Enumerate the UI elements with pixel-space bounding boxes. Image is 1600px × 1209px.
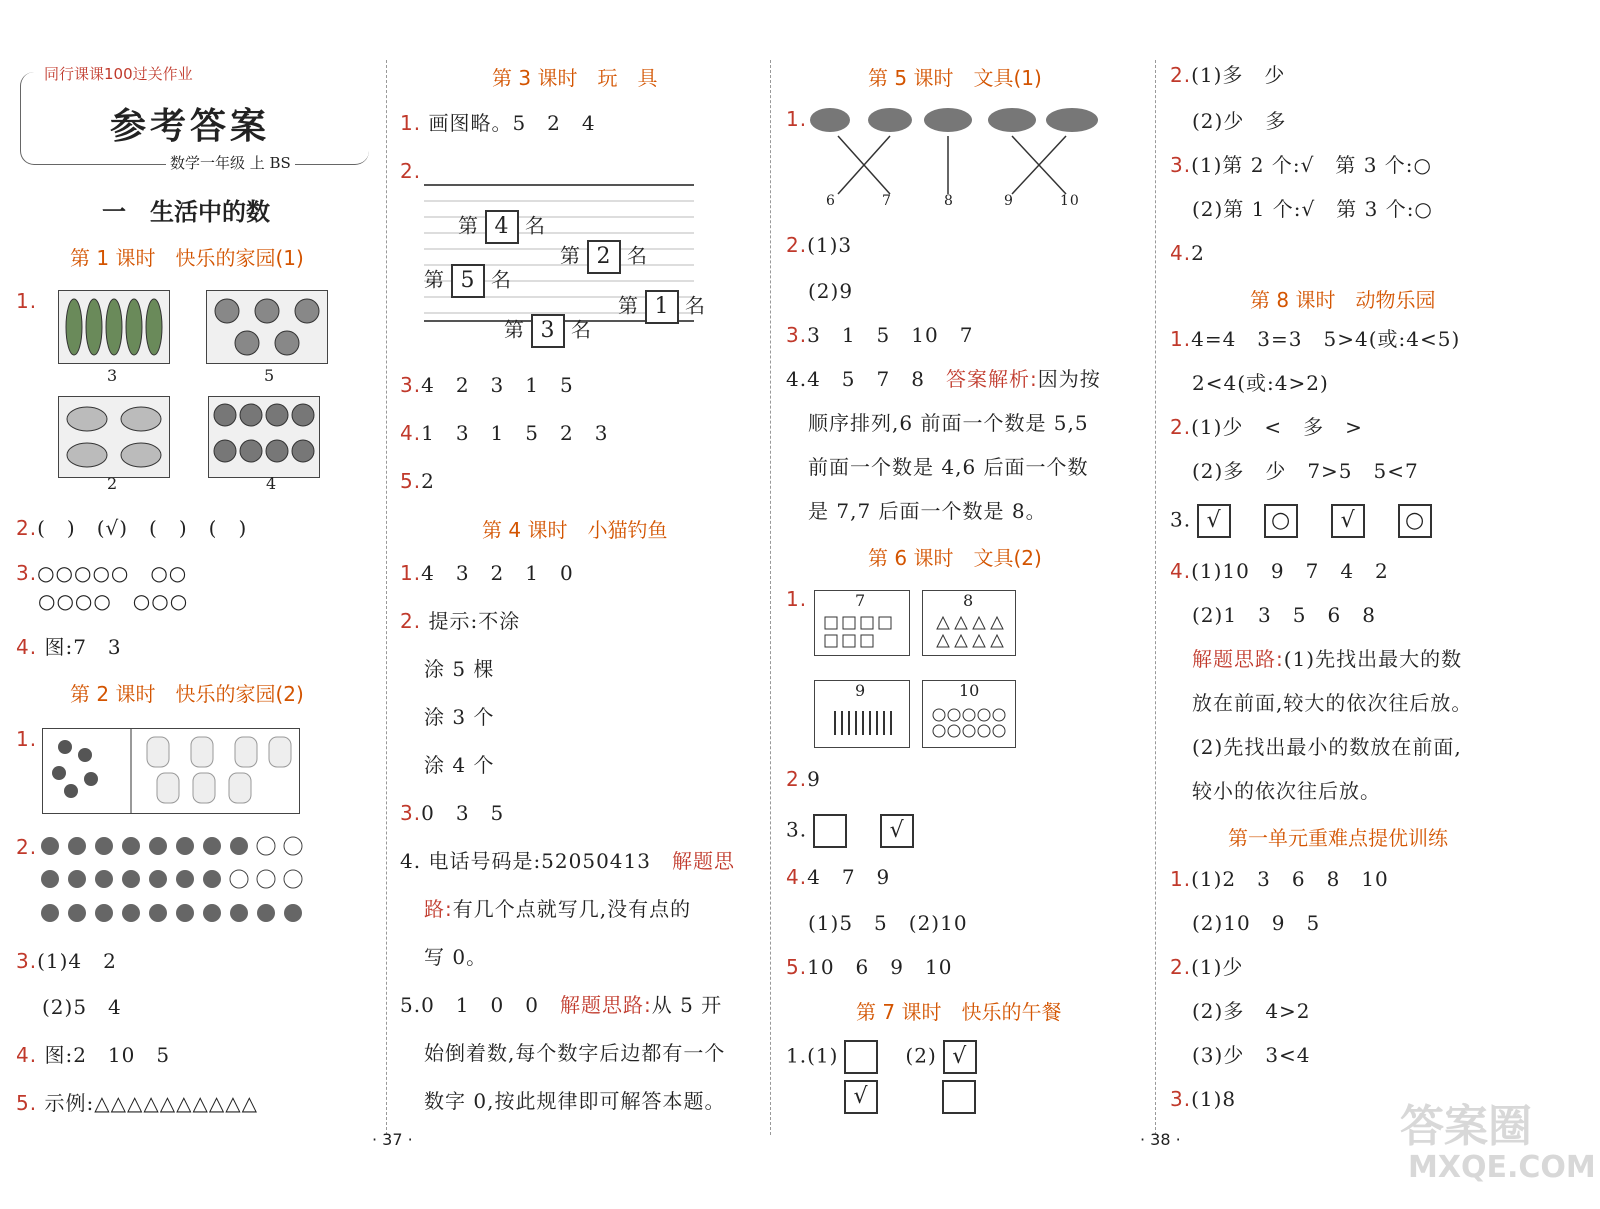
column-divider <box>386 60 387 1135</box>
l8-q4b: (2)1 3 5 6 8 <box>1192 603 1376 627</box>
l8-hint-line3: (2)先找出最小的数放在前面, <box>1192 735 1462 759</box>
l4-q5-text: 5.0 1 0 0 <box>400 993 539 1017</box>
l8-box-1: √ <box>1197 504 1231 538</box>
c4-q4: 4.2 <box>1170 241 1205 265</box>
l6-q3-box-2: √ <box>880 814 914 848</box>
question-number: 1. <box>786 587 808 611</box>
rank-prefix: 第 <box>618 293 639 318</box>
rank-prefix: 第 <box>504 317 525 342</box>
l8-q1: 1.4=4 3=3 5>4(或:4<5) <box>1170 327 1461 351</box>
l4-q2: 2. 提示:不涂 <box>400 609 521 633</box>
rank-box: 4 <box>485 210 519 244</box>
r-q1a: 1.(1)2 3 6 8 10 <box>1170 867 1389 891</box>
lesson-8-title: 第 8 课时 动物乐园 <box>1250 288 1436 312</box>
rank-suffix: 名 <box>525 213 546 238</box>
l4-q4-line2 <box>424 896 691 922</box>
question-number: 2. <box>400 609 422 633</box>
card-7-number: 7 <box>855 591 866 610</box>
card-7 <box>814 590 910 656</box>
question-number: 5. <box>16 1091 38 1115</box>
r-q1b: (2)10 9 5 <box>1192 911 1321 935</box>
l5-q4-text: 4.4 5 7 8 <box>786 367 925 391</box>
l5-q3: 3.3 1 5 10 7 <box>786 323 974 347</box>
rank-box: 3 <box>531 314 565 348</box>
column-3 <box>786 50 1158 1140</box>
question-number: 2. <box>1170 63 1192 87</box>
card-9 <box>814 680 910 748</box>
fish-10: 10 <box>1060 193 1080 209</box>
column-1 <box>12 50 380 1140</box>
l8-q3 <box>1170 504 1438 538</box>
l8-q2a: 2.(1)少 < 多 > <box>1170 415 1363 439</box>
l5-q2a: 2.(1)3 <box>786 233 853 257</box>
rank-box: 5 <box>451 264 485 298</box>
question-number: 3. <box>1170 1087 1192 1111</box>
l8-q2b: (2)多 少 7>5 5<7 <box>1192 459 1419 483</box>
l1-q3a: 3.○○○○○ ○○ <box>16 561 188 585</box>
question-number: 4. <box>16 1043 38 1067</box>
l7-q1b: (2) <box>905 1043 937 1068</box>
question-number: 1. <box>786 107 808 131</box>
pic-label-1: 3 <box>107 366 118 385</box>
l7-box-4 <box>942 1080 976 1114</box>
question-number: 2. <box>786 233 808 257</box>
l3-q5: 5.2 <box>400 469 435 493</box>
r-q2c: (3)少 3<4 <box>1192 1043 1311 1067</box>
lesson-4-title: 第 4 课时 小猫钓鱼 <box>482 518 668 542</box>
cucumber-picture <box>58 290 170 364</box>
question-number: 2. <box>16 835 38 859</box>
l8-q4a: 4.(1)10 9 7 4 2 <box>1170 559 1389 583</box>
card-8 <box>922 590 1016 656</box>
r-q2a: 2.(1)少 <box>1170 955 1244 979</box>
l4-q1: 1.4 3 2 1 0 <box>400 561 574 585</box>
question-number: 5. <box>786 955 808 979</box>
lesson-3-title: 第 3 课时 玩 具 <box>492 66 658 90</box>
question-number: 5. <box>400 469 422 493</box>
rank-5 <box>424 264 512 298</box>
l1-q3b: ○○○○ ○○○ <box>38 589 189 613</box>
question-number: 3. <box>1170 153 1192 177</box>
question-number: 2. <box>1170 955 1192 979</box>
fish-9: 9 <box>1004 193 1014 209</box>
l5-q4-line3: 前面一个数是 4,6 后面一个数 <box>808 455 1089 479</box>
l8-hint-line4: 较小的依次往后放。 <box>1192 779 1381 803</box>
l6-q4b: (1)5 5 (2)10 <box>808 911 968 935</box>
question-number: 1. <box>1170 867 1192 891</box>
question-number: 3. <box>16 561 38 585</box>
l6-q5: 5.10 6 9 10 <box>786 955 953 979</box>
l7-box-2: √ <box>943 1040 977 1074</box>
l4-q5-text-b: 从 5 开 <box>651 993 723 1017</box>
l8-hint-text: (1)先找出最大的数 <box>1283 647 1463 671</box>
l8-box-2: ○ <box>1264 504 1298 538</box>
rank-3 <box>504 314 592 348</box>
question-number: 4. <box>1170 241 1192 265</box>
l7-q1 <box>786 1040 983 1074</box>
question-number: 4. <box>1170 559 1192 583</box>
card-8-number: 8 <box>963 591 974 610</box>
l3-q1: 1. 画图略。5 2 4 <box>400 111 596 135</box>
l6-q1-label <box>786 586 807 612</box>
l4-q5 <box>400 992 722 1018</box>
lesson-2-title: 第 2 课时 快乐的家园(2) <box>70 682 304 706</box>
question-number: 1. <box>1170 327 1192 351</box>
l4-q3: 3.0 3 5 <box>400 801 505 825</box>
watermark-url: MXQE.COM <box>1408 1150 1596 1185</box>
card-10 <box>922 680 1016 748</box>
pic-label-3: 2 <box>107 474 118 493</box>
l8-box-3: √ <box>1331 504 1365 538</box>
l4-q4-hint2: 路: <box>424 897 453 921</box>
c4-q2a: 2.(1)多 少 <box>1170 63 1286 87</box>
rank-box: 1 <box>645 290 679 324</box>
l8-box-4: ○ <box>1398 504 1432 538</box>
l4-q5-line3: 数字 0,按此规律即可解答本题。 <box>424 1089 726 1113</box>
page-subtitle: 数学一年级 上 BS <box>166 152 295 173</box>
l4-q4-text2: 有几个点就写几,没有点的 <box>452 897 692 921</box>
l1-q2: 2.( ) (√) ( ) ( ) <box>16 516 248 540</box>
question-number: 2. <box>786 767 808 791</box>
question-number: 1. <box>400 561 422 585</box>
l8-hint-line2: 放在前面,较大的依次往后放。 <box>1192 691 1473 715</box>
l6-q3-label: 3. <box>786 817 808 842</box>
l5-q4-text-b: 因为按 <box>1037 367 1101 391</box>
l6-q4: 4.4 7 9 <box>786 865 891 889</box>
lesson-6-title: 第 6 课时 文具(2) <box>868 546 1042 570</box>
series-label: 同行课课100过关作业 <box>40 63 197 84</box>
question-number: 2. <box>16 516 38 540</box>
l8-q1b: 2<4(或:4>2) <box>1192 371 1329 395</box>
pic-label-2: 5 <box>264 366 275 385</box>
rank-suffix: 名 <box>571 317 592 342</box>
question-number: 3. <box>400 801 422 825</box>
rank-prefix: 第 <box>458 213 479 238</box>
rank-1 <box>618 290 706 324</box>
l4-q4-line3: 写 0。 <box>424 945 488 969</box>
review-title: 第一单元重难点提优训练 <box>1228 826 1448 850</box>
l4-q2c: 涂 3 个 <box>424 705 495 729</box>
question-number: 1. <box>400 111 422 135</box>
question-number: 4. <box>400 421 422 445</box>
r-q2b: (2)多 4>2 <box>1192 999 1311 1023</box>
l1-q4: 4. 图:7 3 <box>16 635 122 659</box>
l7-box-3: √ <box>844 1080 878 1114</box>
l4-q2b: 涂 5 棵 <box>424 657 495 681</box>
l4-q4-hint: 解题思 <box>671 849 735 873</box>
fish-7: 7 <box>882 193 892 209</box>
l5-q4-line2: 顺序排列,6 前面一个数是 5,5 <box>808 411 1089 435</box>
r-q3: 3.(1)8 <box>1170 1087 1237 1111</box>
page-number-38: · 38 · <box>1140 1130 1181 1149</box>
l8-q3-label: 3. <box>1170 507 1192 532</box>
l8-hint <box>1192 646 1462 672</box>
l5-q4-hint: 答案解析: <box>945 367 1038 391</box>
l4-q5-line2: 始倒着数,每个数字后边都有一个 <box>424 1041 726 1065</box>
pic-label-4: 4 <box>266 474 277 493</box>
flower-vase-picture <box>42 728 300 814</box>
rank-suffix: 名 <box>685 293 706 318</box>
l4-q4 <box>400 848 735 874</box>
l6-q3 <box>786 814 920 848</box>
l5-q4-line4: 是 7,7 后面一个数是 8。 <box>808 499 1047 523</box>
l2-q2-label <box>16 834 37 860</box>
lesson-1-title: 第 1 课时 快乐的家园(1) <box>70 246 304 270</box>
l5-q1-label <box>786 106 807 132</box>
l6-q2: 2.9 <box>786 767 821 791</box>
fish-8: 8 <box>944 193 954 209</box>
l4-q4-text: 4. 电话号码是:52050413 <box>400 849 651 873</box>
card-10-number: 10 <box>959 681 980 700</box>
question-number: 1. <box>16 727 38 751</box>
c4-q3a: 3.(1)第 2 个:√ 第 3 个:○ <box>1170 153 1432 177</box>
l8-hint-label: 解题思路: <box>1192 647 1284 671</box>
question-number: 3. <box>786 323 808 347</box>
l2-q4: 4. 图:2 10 5 <box>16 1043 171 1067</box>
dot-grid <box>40 836 310 930</box>
l6-q3-box-1 <box>813 814 847 848</box>
page-title: 参考答案 <box>110 105 271 147</box>
page-number-37: · 37 · <box>372 1130 413 1149</box>
column-4 <box>1170 50 1550 1140</box>
c4-q2b: (2)少 多 <box>1192 109 1287 133</box>
rank-box: 2 <box>587 240 621 274</box>
unit-title: 一 生活中的数 <box>102 198 270 226</box>
question-number: 4. <box>786 865 808 889</box>
plant-picture <box>206 290 328 364</box>
l4-q2d: 涂 4 个 <box>424 753 495 777</box>
rank-prefix: 第 <box>560 243 581 268</box>
l7-box-1 <box>844 1040 878 1074</box>
l2-q3a: 3.(1)4 2 <box>16 949 117 973</box>
l1-q1-label <box>16 288 37 314</box>
question-number: 3. <box>400 373 422 397</box>
l3-q2-label <box>400 158 421 184</box>
l3-q4: 4.1 3 1 5 2 3 <box>400 421 609 445</box>
l4-q5-hint: 解题思路: <box>559 993 652 1017</box>
question-number: 3. <box>16 949 38 973</box>
c4-q3b: (2)第 1 个:√ 第 3 个:○ <box>1192 197 1433 221</box>
rank-suffix: 名 <box>627 243 648 268</box>
l3-q3: 3.4 2 3 1 5 <box>400 373 574 397</box>
rank-2 <box>560 240 648 274</box>
question-number: 4. <box>16 635 38 659</box>
l5-q2b: (2)9 <box>808 279 854 303</box>
question-number: 1. <box>16 289 38 313</box>
l5-q4 <box>786 366 1101 392</box>
rank-suffix: 名 <box>491 267 512 292</box>
lesson-5-title: 第 5 课时 文具(1) <box>868 66 1042 90</box>
cap-picture <box>58 396 170 478</box>
ball-picture <box>208 396 320 478</box>
rank-prefix: 第 <box>424 267 445 292</box>
rank-4 <box>458 210 546 244</box>
watermark-logo: 答案圈 <box>1400 1101 1532 1152</box>
l7-q1-row2 <box>838 1080 982 1114</box>
lesson-7-title: 第 7 课时 快乐的午餐 <box>856 1000 1062 1024</box>
column-2 <box>400 50 772 1140</box>
l2-q3b: (2)5 4 <box>42 995 122 1019</box>
l7-q1a: 1.(1) <box>786 1043 839 1068</box>
question-number: 2. <box>1170 415 1192 439</box>
card-9-number: 9 <box>855 681 866 700</box>
question-number: 2. <box>400 159 422 183</box>
fish-6: 6 <box>826 193 836 209</box>
l2-q5: 5. 示例:△△△△△△△△△△ <box>16 1091 258 1115</box>
l2-q1-label <box>16 726 37 752</box>
